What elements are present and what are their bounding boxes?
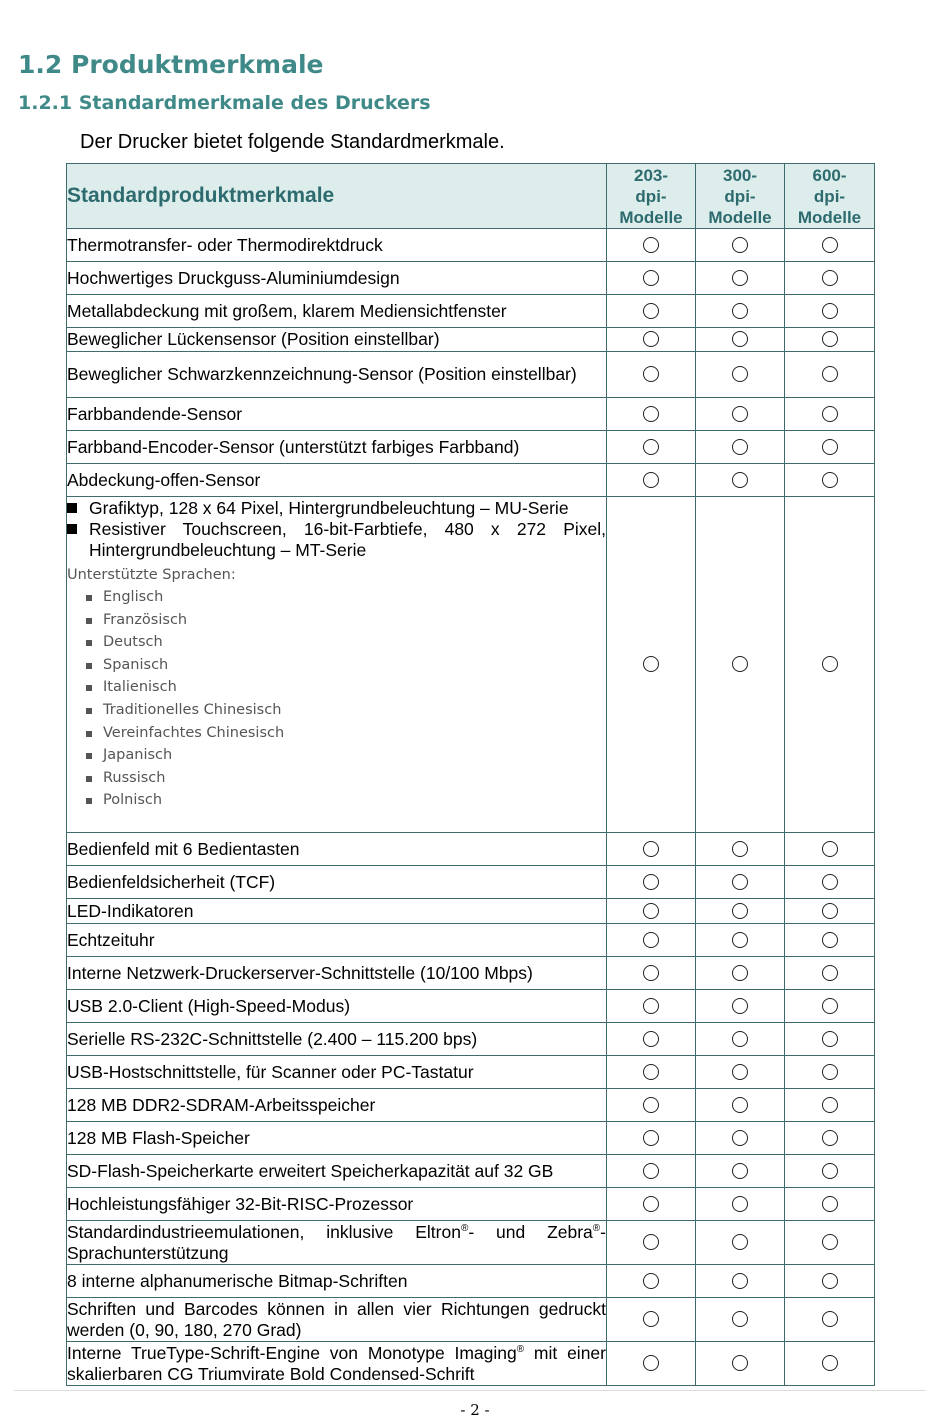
- display-bullet-text: Grafiktyp, 128 x 64 Pixel, Hintergrundbeleuchtung – MU-Serie: [89, 498, 569, 518]
- circle-icon: [732, 1311, 748, 1327]
- circle-icon: [643, 903, 659, 919]
- circle-icon: [643, 1234, 659, 1250]
- header-600dpi-line2: dpi-: [813, 186, 846, 206]
- mark-cell: [785, 1056, 875, 1089]
- header-feature: Standardproduktmerkmale: [67, 164, 607, 229]
- mark-cell: [785, 262, 875, 295]
- emulation-text-1: Standardindustrieemulationen, inklusive Eltron: [67, 1221, 461, 1242]
- mark-cell: [696, 431, 785, 464]
- language-item: [86, 722, 606, 745]
- circle-icon: [822, 331, 838, 347]
- header-300dpi-line1: 300-: [722, 165, 758, 185]
- table-row: [67, 229, 875, 262]
- mark-cell: [607, 398, 696, 431]
- circle-icon: [643, 1064, 659, 1080]
- table-row: [67, 1188, 875, 1221]
- mark-cell: [696, 1221, 785, 1265]
- circle-icon: [822, 303, 838, 319]
- circle-icon: [822, 472, 838, 488]
- mark-cell: [785, 1023, 875, 1056]
- mark-cell: [696, 924, 785, 957]
- truetype-text-1: Interne TrueType-Schrift-Engine von Monotype Imaging: [67, 1342, 517, 1363]
- square-bullet-icon: [86, 685, 92, 691]
- mark-cell: [607, 990, 696, 1023]
- circle-icon: [732, 965, 748, 981]
- square-bullet-icon: [86, 663, 92, 669]
- table-row: [67, 1122, 875, 1155]
- language-item: [86, 586, 606, 609]
- feature-cell-display: [67, 497, 607, 833]
- header-203dpi-line1: 203-: [633, 165, 669, 185]
- subsection-heading: 1.2.1 Standardmerkmale des Druckers: [18, 92, 431, 114]
- square-bullet-icon: [86, 595, 92, 601]
- table-row: [67, 866, 875, 899]
- circle-icon: [822, 1130, 838, 1146]
- mark-cell: [607, 866, 696, 899]
- mark-cell: [785, 990, 875, 1023]
- mark-cell: [696, 1342, 785, 1386]
- mark-cell: [696, 899, 785, 924]
- header-300dpi-line2: dpi-: [724, 186, 756, 206]
- circle-icon: [732, 439, 748, 455]
- mark-cell: [696, 1188, 785, 1221]
- feature-cell: [67, 1342, 607, 1386]
- mark-cell: [607, 1221, 696, 1265]
- feature-cell: 128 MB Flash-Speicher: [67, 1122, 607, 1155]
- mark-cell: [696, 328, 785, 352]
- circle-icon: [822, 903, 838, 919]
- table-row: [67, 328, 875, 352]
- mark-cell: [785, 398, 875, 431]
- mark-cell: [696, 262, 785, 295]
- feature-cell: Hochleistungsfähiger 32-Bit-RISC-Prozessor: [67, 1188, 607, 1221]
- table-row: [67, 398, 875, 431]
- mark-cell: [785, 899, 875, 924]
- feature-table: [66, 163, 875, 1386]
- display-bullet: [67, 498, 606, 519]
- language-label: Italienisch: [103, 679, 177, 696]
- circle-icon: [732, 932, 748, 948]
- mark-cell: [785, 352, 875, 398]
- mark-cell: [696, 464, 785, 497]
- mark-cell: [696, 990, 785, 1023]
- mark-cell: [607, 1056, 696, 1089]
- table-row: [67, 262, 875, 295]
- mark-cell: [607, 1023, 696, 1056]
- mark-cell: [607, 1089, 696, 1122]
- table-row: [67, 464, 875, 497]
- feature-cell: Beweglicher Schwarzkennzeichnung-Sensor (Position einstellbar): [67, 352, 607, 398]
- feature-cell: Beweglicher Lückensensor (Position einstellbar): [67, 328, 607, 352]
- feature-cell: [67, 1221, 607, 1265]
- mark-cell: [785, 229, 875, 262]
- display-bullet-text: Resistiver Touchscreen, 16-bit-Farbtiefe, 480 x 272 Pixel, Hintergrundbeleuchtung – MT-Serie: [89, 519, 606, 560]
- circle-icon: [822, 965, 838, 981]
- feature-cell: Farbband-Encoder-Sensor (unterstützt farbiges Farbband): [67, 431, 607, 464]
- circle-icon: [732, 1130, 748, 1146]
- square-bullet-icon: [86, 708, 92, 714]
- circle-icon: [643, 1273, 659, 1289]
- language-label: Traditionelles Chinesisch: [103, 701, 282, 718]
- circle-icon: [822, 1234, 838, 1250]
- feature-cell: USB-Hostschnittstelle, für Scanner oder PC-Tastatur: [67, 1056, 607, 1089]
- circle-icon: [732, 1273, 748, 1289]
- square-bullet-icon: [86, 798, 92, 804]
- language-item: [86, 676, 606, 699]
- feature-cell: Hochwertiges Druckguss-Aluminiumdesign: [67, 262, 607, 295]
- circle-icon: [822, 1355, 838, 1371]
- circle-icon: [643, 366, 659, 382]
- display-bullet-list: [67, 498, 606, 561]
- language-label: Französisch: [103, 611, 188, 628]
- table-row: [67, 899, 875, 924]
- circle-icon: [643, 1163, 659, 1179]
- language-item: [86, 609, 606, 632]
- circle-icon: [822, 841, 838, 857]
- feature-cell: Serielle RS-232C-Schnittstelle (2.400 – 115.200 bps): [67, 1023, 607, 1056]
- mark-cell: [607, 1122, 696, 1155]
- table-row: [67, 1056, 875, 1089]
- feature-cell: 128 MB DDR2-SDRAM-Arbeitsspeicher: [67, 1089, 607, 1122]
- mark-cell: [785, 431, 875, 464]
- mark-cell: [607, 924, 696, 957]
- circle-icon: [732, 1097, 748, 1113]
- feature-cell: USB 2.0-Client (High-Speed-Modus): [67, 990, 607, 1023]
- mark-cell: [785, 957, 875, 990]
- table-row: [67, 924, 875, 957]
- circle-icon: [643, 965, 659, 981]
- header-600dpi-line3: Modelle: [797, 207, 862, 227]
- mark-cell: [607, 1342, 696, 1386]
- language-item: [86, 654, 606, 677]
- header-600dpi-line1: 600-: [812, 165, 847, 185]
- circle-icon: [732, 366, 748, 382]
- mark-cell: [607, 262, 696, 295]
- square-bullet-icon: [86, 618, 92, 624]
- mark-cell: [696, 352, 785, 398]
- circle-icon: [822, 998, 838, 1014]
- table-row: [67, 990, 875, 1023]
- table-row: [67, 1155, 875, 1188]
- feature-cell: Metallabdeckung mit großem, klarem Mediensichtfenster: [67, 295, 607, 328]
- mark-cell: [785, 1155, 875, 1188]
- header-300dpi: [696, 164, 785, 229]
- circle-icon: [732, 1234, 748, 1250]
- circle-icon: [643, 841, 659, 857]
- circle-icon: [732, 1031, 748, 1047]
- circle-icon: [643, 331, 659, 347]
- mark-cell: [607, 1265, 696, 1298]
- mark-cell: [785, 1089, 875, 1122]
- circle-icon: [643, 406, 659, 422]
- circle-icon: [822, 439, 838, 455]
- circle-icon: [822, 1064, 838, 1080]
- mark-cell: [607, 1155, 696, 1188]
- section-heading: 1.2 Produktmerkmale: [18, 50, 324, 79]
- feature-cell: Interne Netzwerk-Druckerserver-Schnittstelle (10/100 Mbps): [67, 957, 607, 990]
- circle-icon: [643, 439, 659, 455]
- circle-icon: [643, 1311, 659, 1327]
- circle-icon: [732, 1163, 748, 1179]
- emulation-text-2: - und Zebra: [468, 1221, 593, 1242]
- footer-divider: [14, 1390, 926, 1391]
- mark-cell: [696, 295, 785, 328]
- feature-cell: Bedienfeld mit 6 Bedientasten: [67, 833, 607, 866]
- header-203dpi-line3: Modelle: [619, 207, 683, 227]
- language-item: [86, 744, 606, 767]
- circle-icon: [732, 1355, 748, 1371]
- mark-cell: [785, 1298, 875, 1342]
- mark-cell: [607, 1298, 696, 1342]
- circle-icon: [732, 406, 748, 422]
- feature-cell: SD-Flash-Speicherkarte erweitert Speicherkapazität auf 32 GB: [67, 1155, 607, 1188]
- header-203dpi: [607, 164, 696, 229]
- mark-cell: [785, 464, 875, 497]
- mark-cell: [696, 866, 785, 899]
- circle-icon: [643, 270, 659, 286]
- header-300dpi-line3: Modelle: [708, 207, 772, 227]
- circle-icon: [732, 874, 748, 890]
- circle-icon: [822, 406, 838, 422]
- registered-mark: ®: [460, 1222, 469, 1234]
- circle-icon: [822, 932, 838, 948]
- mark-cell: [696, 497, 785, 833]
- circle-icon: [822, 1196, 838, 1212]
- circle-icon: [822, 1097, 838, 1113]
- circle-icon: [732, 998, 748, 1014]
- registered-mark: ®: [592, 1222, 601, 1234]
- circle-icon: [643, 1031, 659, 1047]
- mark-cell: [607, 899, 696, 924]
- circle-icon: [643, 1130, 659, 1146]
- table-row: [67, 295, 875, 328]
- mark-cell: [607, 833, 696, 866]
- language-item: [86, 699, 606, 722]
- circle-icon: [822, 1031, 838, 1047]
- circle-icon: [732, 331, 748, 347]
- language-item: [86, 767, 606, 790]
- mark-cell: [696, 1056, 785, 1089]
- mark-cell: [696, 1298, 785, 1342]
- square-bullet-icon: [86, 731, 92, 737]
- feature-cell: Farbbandende-Sensor: [67, 398, 607, 431]
- mark-cell: [607, 328, 696, 352]
- mark-cell: [696, 1265, 785, 1298]
- table-row: [67, 1023, 875, 1056]
- table-row: [67, 1342, 875, 1386]
- emulation-text-3: -Sprachunterstützung: [67, 1221, 606, 1263]
- circle-icon: [822, 656, 838, 672]
- mark-cell: [696, 229, 785, 262]
- circle-icon: [643, 656, 659, 672]
- mark-cell: [785, 328, 875, 352]
- mark-cell: [607, 352, 696, 398]
- truetype-text-2: mit einer skalierbaren CG Triumvirate Bold Condensed-Schrift: [67, 1342, 606, 1384]
- mark-cell: [696, 1155, 785, 1188]
- mark-cell: [785, 1188, 875, 1221]
- circle-icon: [732, 472, 748, 488]
- mark-cell: [696, 1122, 785, 1155]
- mark-cell: [607, 957, 696, 990]
- circle-icon: [643, 1355, 659, 1371]
- circle-icon: [732, 1196, 748, 1212]
- mark-cell: [696, 1023, 785, 1056]
- feature-cell: LED-Indikatoren: [67, 899, 607, 924]
- mark-cell: [607, 431, 696, 464]
- table-row: [67, 1089, 875, 1122]
- display-bullet: [67, 519, 606, 561]
- table-header-row: [67, 164, 875, 229]
- language-label: Englisch: [103, 589, 164, 605]
- circle-icon: [643, 1196, 659, 1212]
- mark-cell: [785, 924, 875, 957]
- square-bullet-icon: [86, 640, 92, 646]
- mark-cell: [607, 464, 696, 497]
- square-bullet-icon: [86, 753, 92, 759]
- mark-cell: [696, 957, 785, 990]
- language-item: [86, 789, 606, 812]
- mark-cell: [607, 497, 696, 833]
- mark-cell: [696, 1089, 785, 1122]
- mark-cell: [785, 833, 875, 866]
- intro-text: Der Drucker bietet folgende Standardmerkmale.: [80, 131, 505, 153]
- header-600dpi: [785, 164, 875, 229]
- feature-cell: Echtzeituhr: [67, 924, 607, 957]
- feature-cell: Thermotransfer- oder Thermodirektdruck: [67, 229, 607, 262]
- circle-icon: [643, 932, 659, 948]
- circle-icon: [822, 1273, 838, 1289]
- mark-cell: [607, 295, 696, 328]
- table-row: [67, 833, 875, 866]
- table-row: [67, 957, 875, 990]
- circle-icon: [643, 874, 659, 890]
- feature-cell: Schriften und Barcodes können in allen vier Richtungen gedruckt werden (0, 90, 180, 270 Grad): [67, 1298, 606, 1340]
- table-row-display: [67, 497, 875, 833]
- feature-cell: 8 interne alphanumerische Bitmap-Schriften: [67, 1265, 607, 1298]
- circle-icon: [822, 366, 838, 382]
- table-row: [67, 352, 875, 398]
- language-label: Vereinfachtes Chinesisch: [103, 724, 285, 741]
- circle-icon: [732, 656, 748, 672]
- table-row: [67, 1298, 875, 1342]
- circle-icon: [732, 841, 748, 857]
- feature-cell: Bedienfeldsicherheit (TCF): [67, 866, 607, 899]
- circle-icon: [643, 303, 659, 319]
- language-label: Japanisch: [103, 747, 173, 764]
- mark-cell: [785, 1265, 875, 1298]
- table-row: [67, 1221, 875, 1265]
- languages-heading: Unterstützte Sprachen:: [67, 567, 236, 583]
- mark-cell: [696, 833, 785, 866]
- circle-icon: [643, 998, 659, 1014]
- circle-icon: [732, 903, 748, 919]
- mark-cell: [785, 497, 875, 833]
- circle-icon: [643, 472, 659, 488]
- language-label: Polnisch: [103, 792, 163, 809]
- table-row: [67, 431, 875, 464]
- language-label: Deutsch: [103, 634, 163, 651]
- table-row: [67, 1265, 875, 1298]
- circle-icon: [732, 237, 748, 253]
- language-item: [86, 631, 606, 654]
- language-label: Russisch: [103, 769, 166, 786]
- square-bullet-icon: [67, 503, 77, 513]
- mark-cell: [696, 398, 785, 431]
- circle-icon: [732, 270, 748, 286]
- circle-icon: [643, 237, 659, 253]
- circle-icon: [643, 1097, 659, 1113]
- registered-mark: ®: [516, 1343, 525, 1355]
- circle-icon: [822, 270, 838, 286]
- circle-icon: [732, 303, 748, 319]
- circle-icon: [822, 1163, 838, 1179]
- mark-cell: [607, 1188, 696, 1221]
- page-number: - 2 -: [460, 1401, 490, 1419]
- circle-icon: [732, 1064, 748, 1080]
- mark-cell: [785, 1221, 875, 1265]
- square-bullet-icon: [67, 524, 77, 534]
- mark-cell: [785, 866, 875, 899]
- mark-cell: [785, 1342, 875, 1386]
- square-bullet-icon: [86, 776, 92, 782]
- language-label: Spanisch: [103, 656, 169, 673]
- header-203dpi-line2: dpi-: [635, 186, 667, 206]
- circle-icon: [822, 1311, 838, 1327]
- mark-cell: [785, 1122, 875, 1155]
- circle-icon: [822, 874, 838, 890]
- mark-cell: [785, 295, 875, 328]
- language-list: [67, 586, 606, 812]
- feature-cell: Abdeckung-offen-Sensor: [67, 464, 607, 497]
- circle-icon: [822, 237, 838, 253]
- mark-cell: [607, 229, 696, 262]
